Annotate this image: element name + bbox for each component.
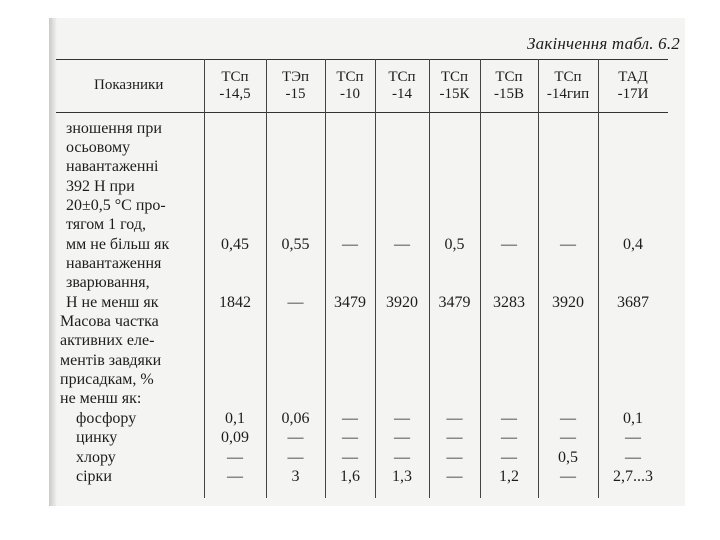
- indicator-line: зварювання,: [66, 274, 150, 291]
- cell-chlorine: —: [501, 449, 517, 466]
- cell-chlorine: —: [625, 449, 641, 466]
- header-col-6: ТСп -15В: [494, 69, 524, 102]
- cell-zinc: —: [394, 429, 410, 446]
- cell-wear: —: [342, 236, 358, 253]
- cell-sulfur: 2,7...3: [613, 468, 653, 485]
- indicator-line: не менш як:: [60, 390, 142, 407]
- cell-weld-load: 3687: [617, 294, 649, 311]
- cell-chlorine: —: [227, 449, 243, 466]
- cell-zinc: —: [501, 429, 517, 446]
- indicator-line: ментів завдяки: [60, 352, 162, 369]
- header-indicators: Показники: [94, 77, 164, 93]
- cell-sulfur: 3: [291, 468, 300, 485]
- header-bottom-border: [56, 112, 668, 113]
- cell-zinc: —: [342, 429, 358, 446]
- cell-wear: —: [560, 236, 576, 253]
- header-col-4: ТСп -14: [388, 69, 416, 102]
- header-col-5: ТСп -15К: [439, 69, 470, 102]
- cell-weld-load: 3479: [334, 294, 366, 311]
- cell-wear: —: [501, 236, 517, 253]
- cell-phosphorus: —: [560, 410, 576, 427]
- cell-sulfur: 1,2: [499, 468, 519, 485]
- cell-chlorine: —: [342, 449, 358, 466]
- cell-sulfur: —: [446, 468, 463, 485]
- cell-phosphorus: 0,1: [623, 410, 643, 427]
- header-col-3: ТСп -10: [336, 69, 364, 102]
- cell-phosphorus: —: [501, 410, 517, 427]
- cell-weld-load: 1842: [219, 294, 251, 311]
- header-col-8: ТАД -17И: [617, 69, 649, 102]
- indicator-line: навантаження: [66, 255, 162, 272]
- indicator-line: цинку: [76, 429, 118, 446]
- indicator-line: присадкам, %: [60, 371, 154, 388]
- cell-weld-load: 3283: [493, 294, 525, 311]
- cell-sulfur: 1,3: [392, 468, 412, 485]
- cell-wear: 0,55: [281, 236, 310, 253]
- cell-sulfur: 1,6: [340, 468, 360, 485]
- cell-phosphorus: —: [394, 410, 410, 427]
- cell-chlorine: —: [287, 449, 304, 466]
- header-col-2: ТЭп -15: [281, 69, 310, 102]
- cell-phosphorus: 0,06: [281, 410, 310, 427]
- cell-sulfur: —: [560, 468, 576, 485]
- indicator-line: осьовому: [66, 139, 131, 156]
- indicator-line: 20±0,5 °С про-: [66, 197, 166, 214]
- cell-zinc: —: [287, 429, 304, 446]
- indicator-line: навантаженні: [66, 158, 159, 175]
- cell-weld-load: —: [287, 294, 304, 311]
- cell-zinc: —: [625, 429, 641, 446]
- cell-phosphorus: —: [342, 410, 358, 427]
- cell-phosphorus: —: [446, 410, 463, 427]
- indicator-line: хлору: [76, 449, 116, 466]
- cell-weld-load: 3920: [552, 294, 584, 311]
- cell-zinc: —: [446, 429, 463, 446]
- cell-chlorine: —: [394, 449, 410, 466]
- cell-zinc: 0,09: [221, 429, 249, 446]
- table-top-border: [56, 59, 668, 60]
- table-caption: Закінчення табл. 6.2: [527, 34, 680, 53]
- header-col-7: ТСп -14гип: [546, 69, 590, 102]
- cell-weld-load: 3479: [438, 294, 471, 311]
- indicator-line: сірки: [76, 468, 112, 485]
- cell-wear: —: [394, 236, 410, 253]
- cell-chlorine: —: [446, 449, 463, 466]
- cell-phosphorus: 0,1: [225, 410, 245, 427]
- cell-wear: 0,45: [221, 236, 249, 253]
- cell-sulfur: —: [227, 468, 243, 485]
- header-col-1: ТСп -14,5: [219, 69, 251, 102]
- cell-weld-load: 3920: [386, 294, 418, 311]
- indicator-line: фосфору: [76, 410, 137, 427]
- indicator-line: зношення при: [66, 120, 162, 137]
- page-edge-shadow: [49, 18, 57, 506]
- cell-wear: 0,5: [444, 236, 465, 253]
- cell-zinc: —: [560, 429, 576, 446]
- indicator-line: 392 Н при: [66, 178, 135, 195]
- indicator-line: мм не більш як: [66, 236, 170, 253]
- cell-wear: 0,4: [623, 236, 643, 253]
- indicator-line: Масова частка: [60, 313, 159, 330]
- cell-chlorine: 0,5: [558, 449, 578, 466]
- indicator-line: тягом 1 год,: [66, 216, 146, 233]
- indicator-line: активних еле-: [60, 332, 155, 349]
- indicator-line: Н не менш як: [66, 294, 159, 311]
